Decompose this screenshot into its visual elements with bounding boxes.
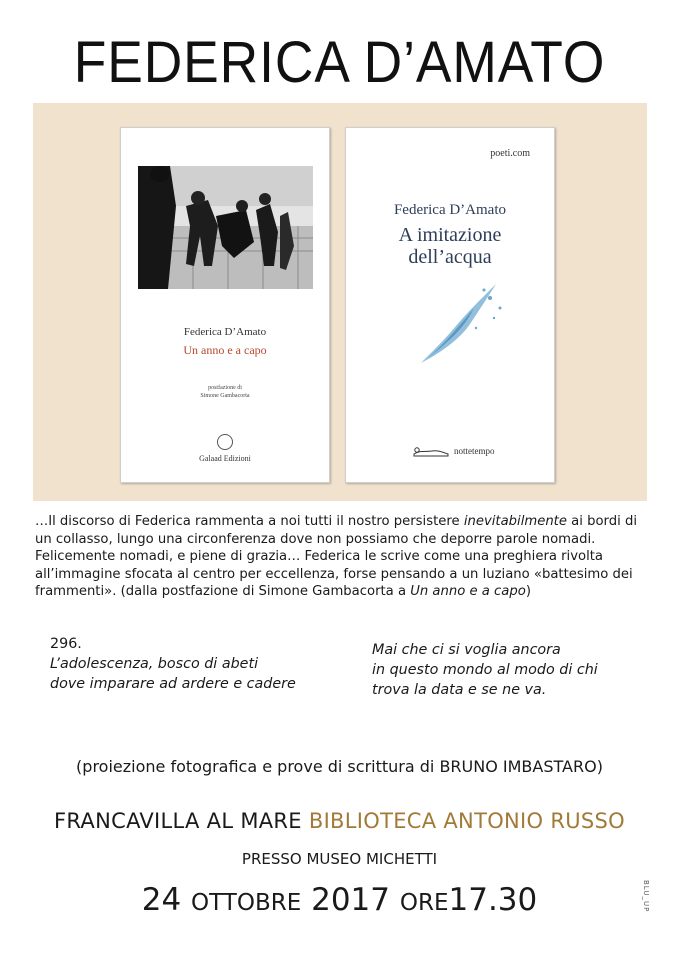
projection-name: BRUNO IMBASTARO xyxy=(439,757,597,776)
projection-close: ) xyxy=(596,757,603,776)
poem1-line2: dove imparare ad ardere e cadere xyxy=(50,676,296,692)
poem2-line3: trova la data e se ne va. xyxy=(372,682,547,698)
excerpt-paragraph xyxy=(35,513,647,601)
excerpt-part1: …Il discorso di Federica rammenta a noi tutti il nostro persistere xyxy=(35,514,464,529)
poster-title: FEDERICA D’AMATO xyxy=(73,30,606,95)
book2-title-line2: dell’acqua xyxy=(408,246,492,268)
book1-publisher: Galaad Edizioni xyxy=(199,454,251,463)
book-cover-a-imitazione-dell-acqua xyxy=(345,127,555,483)
venue-city: FRANCAVILLA AL MARE xyxy=(54,809,302,833)
book2-site: poeti.com xyxy=(490,148,530,159)
poem-296 xyxy=(50,634,350,694)
excerpt-part3: ai bordi di un collasso, lungo una circonferenza dove non possiamo che deporre parole nomadi. Felicemente nomadi, e piene di grazia… Federica le scrive come una preghiera rivolta all’immagine sfocata al centro per eccellenza, forse pensando a un luziano «battesimo dei frammenti». (dalla postfazione di Simone Gambacorta a xyxy=(35,514,637,600)
reclining-figure-icon xyxy=(412,442,450,458)
book1-author: Federica D’Amato xyxy=(183,326,267,338)
poem1-line1: L’adolescenza, bosco di abeti xyxy=(50,656,259,672)
book-cover-un-anno-e-a-capo xyxy=(120,127,330,483)
book1-postface-line1: postfazione di xyxy=(208,385,242,391)
date-year: 2017 xyxy=(311,882,391,918)
designer-signature: BLU_UP xyxy=(642,880,650,913)
projection-text: (proiezione fotografica e prove di scrittura di xyxy=(76,757,440,776)
date-ore: ORE xyxy=(399,890,449,916)
venue-line xyxy=(0,809,679,833)
excerpt-part2: inevitabilmente xyxy=(463,514,567,529)
poem-second xyxy=(372,640,652,700)
date-day: 24 xyxy=(141,882,182,918)
event-date xyxy=(0,882,679,918)
book1-title: Un anno e a capo xyxy=(183,343,267,357)
cover-photo xyxy=(138,166,313,289)
book2-title xyxy=(346,224,554,268)
date-month: OTTOBRE xyxy=(191,890,302,916)
book2-title-line1: A imitazione xyxy=(398,224,502,246)
publisher-logo-icon xyxy=(217,434,233,450)
excerpt-part5: ) xyxy=(525,584,531,600)
poem2-line2: in questo mondo al modo di chi xyxy=(372,662,598,678)
water-splash-icon xyxy=(416,278,506,368)
poem2-line1: Mai che ci si voglia ancora xyxy=(372,642,561,658)
venue-library: BIBLIOTECA ANTONIO RUSSO xyxy=(308,809,625,833)
book1-postface-line2: Simone Gambacorta xyxy=(200,393,250,399)
excerpt-part4: Un anno e a capo xyxy=(410,584,526,600)
book2-publisher: nottetempo xyxy=(454,446,495,456)
projection-note xyxy=(0,757,679,776)
book2-author: Federica D’Amato xyxy=(393,202,507,218)
poem1-number: 296. xyxy=(50,636,82,652)
date-time: 17.30 xyxy=(448,882,538,918)
book1-postface xyxy=(121,384,329,400)
venue-museum: PRESSO MUSEO MICHETTI xyxy=(241,850,438,868)
